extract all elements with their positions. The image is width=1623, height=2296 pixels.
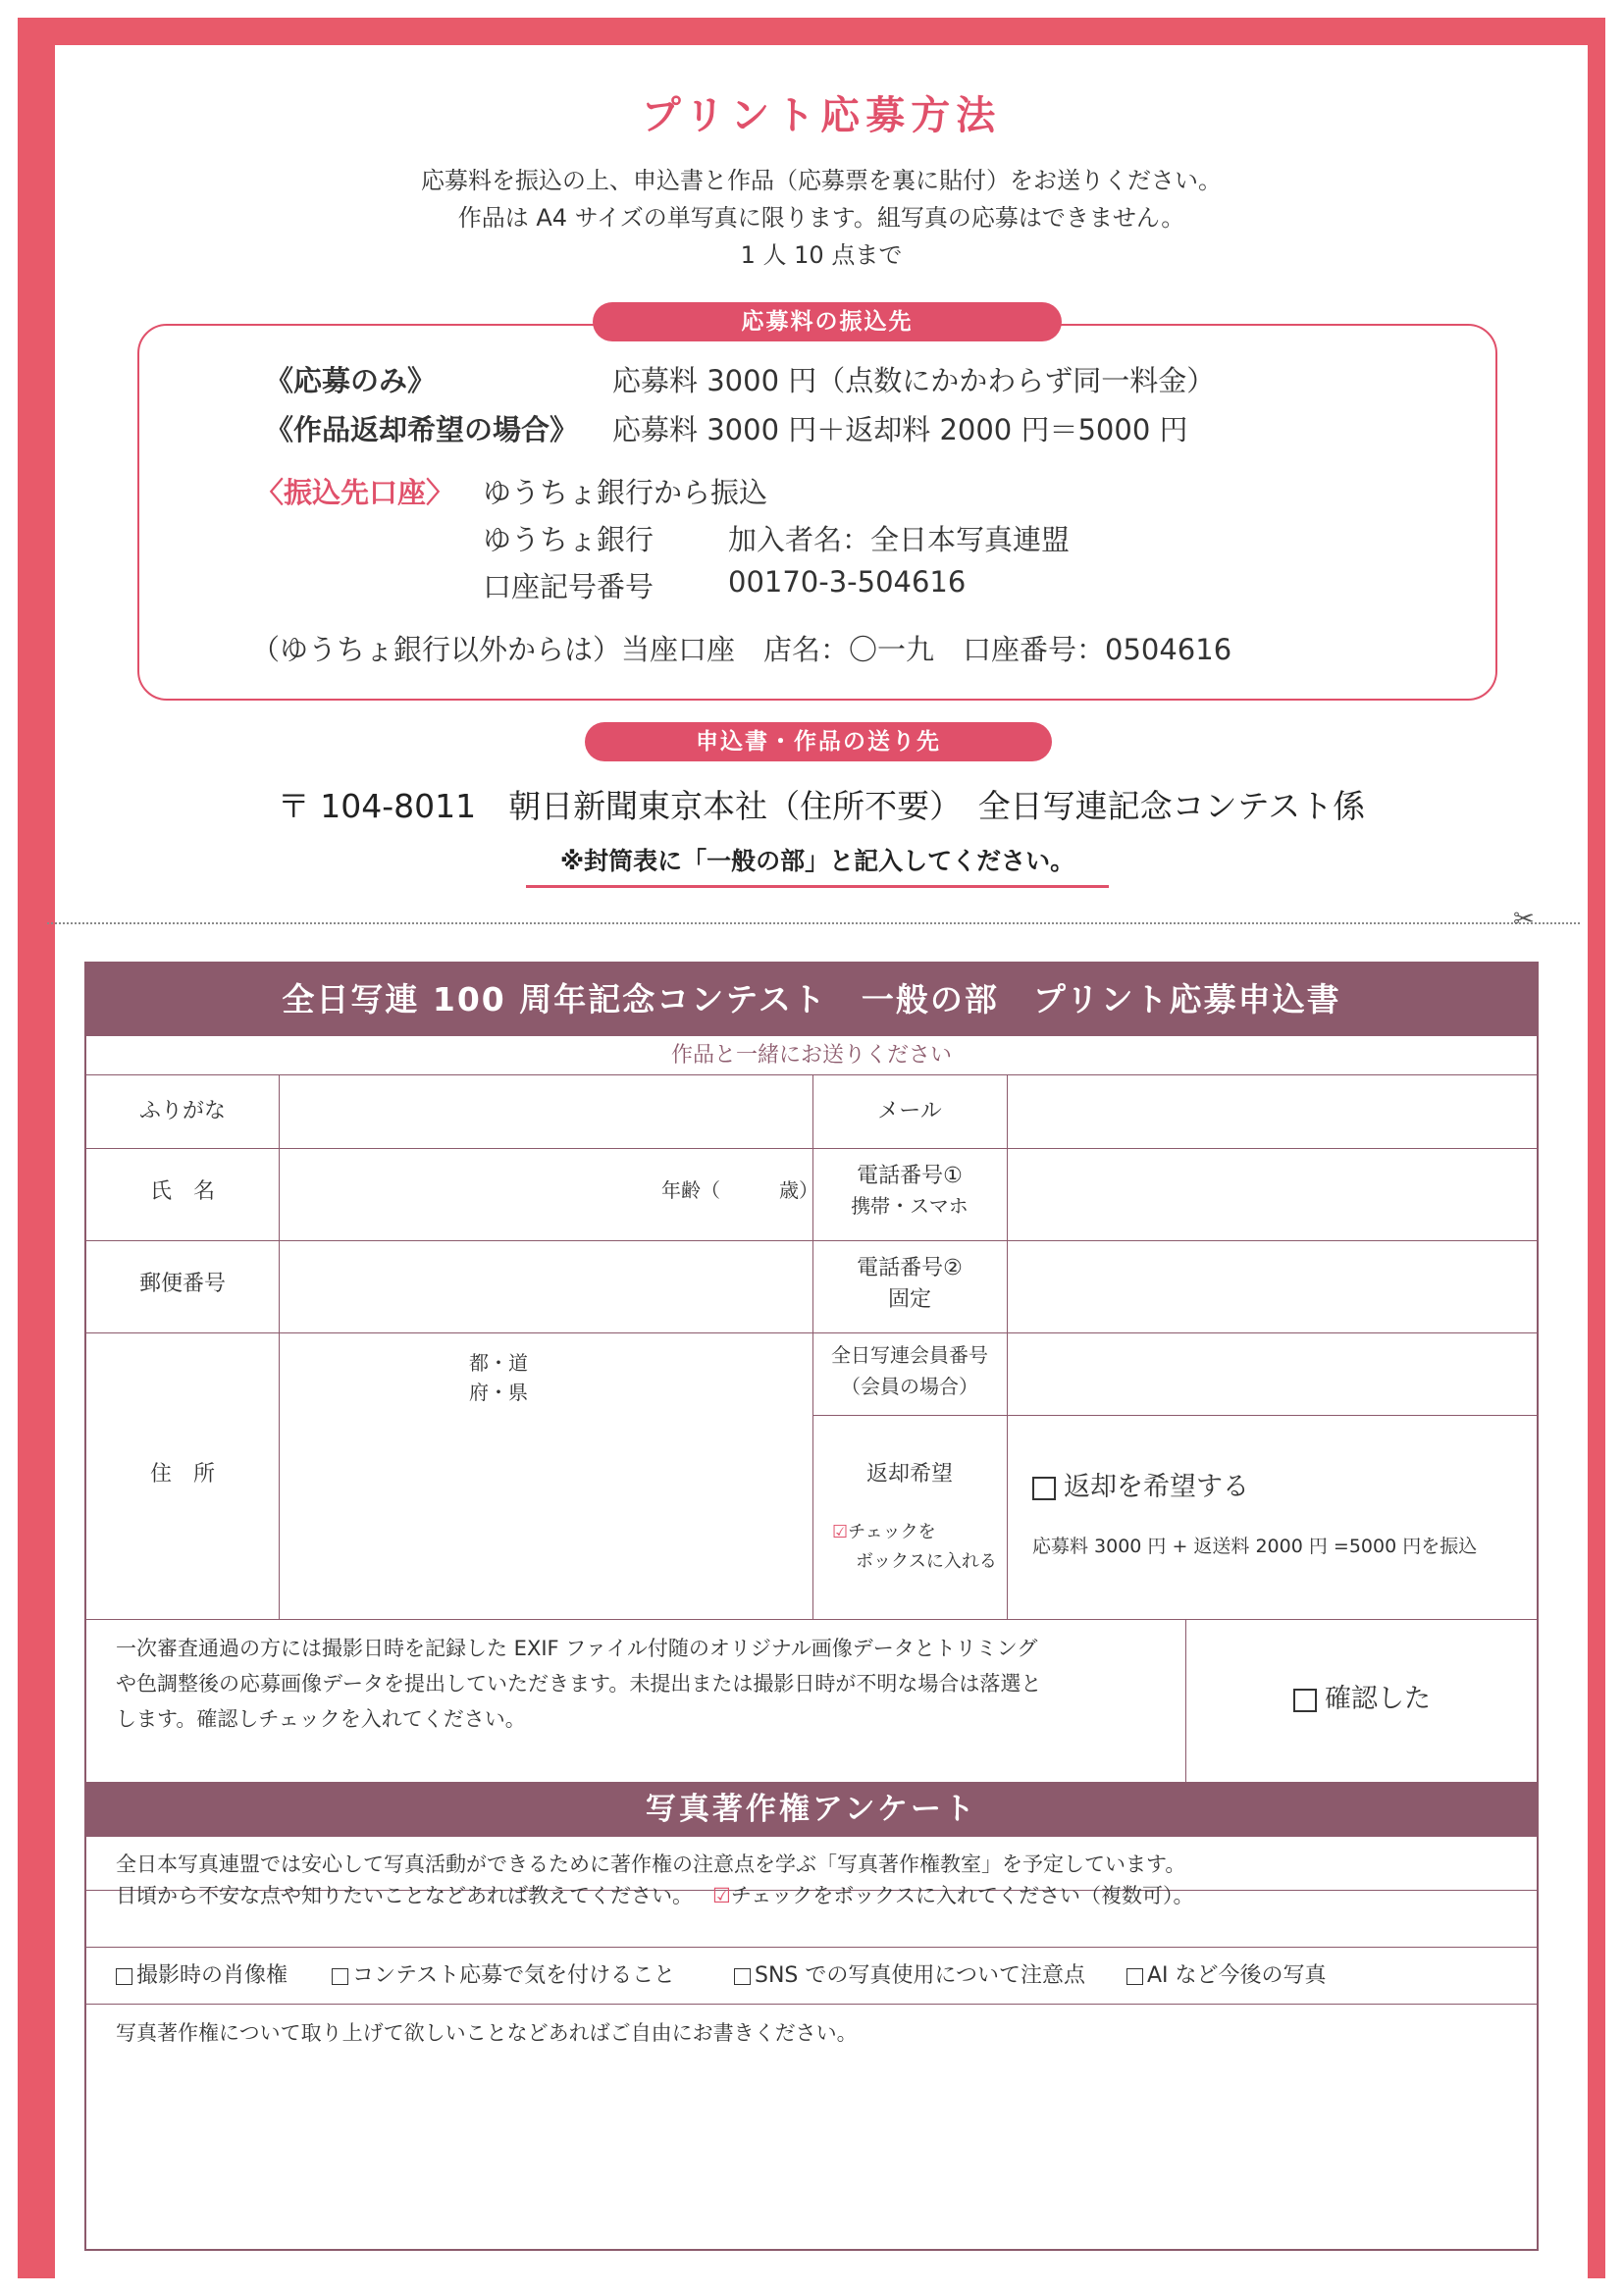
row-divider [86, 1240, 1537, 1241]
check-hint-line-1 [832, 1519, 999, 1545]
free-text-area[interactable] [88, 2053, 1535, 2247]
col-divider [1185, 1619, 1186, 1782]
survey-option-label: SNS での写真使用について注意点 [755, 1963, 1085, 1988]
col-divider [279, 1075, 280, 1619]
survey-intro-2 [116, 1880, 1194, 1913]
survey-checkbox[interactable] [116, 1968, 132, 1985]
exif-notice-line-3: します。確認しチェックを入れてください。 [116, 1707, 526, 1731]
address-label: 住 所 [149, 1462, 215, 1487]
mailing-heading: 申込書・作品の送り先 [585, 722, 1052, 761]
account-label: 〈振込先口座〉 [255, 476, 455, 509]
fee-only-value: 応募料 3000 円（点数にかかわらず同一料金） [612, 364, 1216, 397]
survey-intro-check: チェックをボックスに入れてください（複数可）。 [730, 1884, 1194, 1907]
row-divider [812, 1415, 1537, 1416]
other-bank-info: （ゆうちょ銀行以外からは）当座口座 店名：〇一九 口座番号：0504616 [251, 633, 1232, 666]
fee-return-label: 《作品返却希望の場合》 [265, 413, 579, 446]
subscriber-name: 加入者名：全日本写真連盟 [728, 523, 1071, 556]
survey-option-1[interactable] [116, 1958, 288, 1993]
row-divider [86, 2004, 1537, 2005]
survey-option-4[interactable] [1126, 1958, 1327, 1993]
return-checkbox-label: 返却を希望する [1064, 1472, 1249, 1502]
scissors-icon: ✂ [1513, 905, 1535, 934]
check-hint-text: チェックを [848, 1522, 936, 1542]
survey-option-label: 撮影時の肖像権 [136, 1963, 288, 1988]
account-line-1: ゆうちょ銀行から振込 [483, 476, 768, 509]
fee-heading: 応募料の振込先 [593, 302, 1062, 341]
page-title: プリント応募方法 [641, 93, 1002, 138]
survey-option-2[interactable] [332, 1958, 675, 1993]
tel2-field[interactable] [1009, 1242, 1535, 1331]
survey-intro-2-text: 日頃から不安な点や知りたいことなどあれば教えてください。 [116, 1884, 693, 1907]
confirm-row[interactable] [1205, 1680, 1519, 1720]
furigana-label: ふりがな [138, 1099, 226, 1123]
fee-return-value: 応募料 3000 円＋返却料 2000 円＝5000 円 [612, 413, 1188, 446]
confirm-checkbox[interactable] [1293, 1689, 1317, 1712]
tel2-label-2: 固定 [887, 1287, 931, 1312]
form-subtitle: 作品と一緒にお送りください [86, 1036, 1537, 1075]
return-label: 返却希望 [865, 1462, 953, 1487]
tel1-label-1: 電話番号① [857, 1164, 963, 1188]
furigana-field[interactable] [281, 1077, 811, 1146]
survey-heading: 写真著作権アンケート [86, 1782, 1537, 1837]
tel1-field[interactable] [1009, 1150, 1535, 1238]
row-divider [86, 1332, 1537, 1333]
mailing-address: 〒 104-8011 朝日新聞東京本社（住所不要） 全日写連記念コンテスト係 [277, 787, 1366, 825]
envelope-note: ※封筒表に「一般の部」と記入してください。 [526, 842, 1109, 888]
survey-checkbox[interactable] [734, 1968, 751, 1985]
survey-checkbox[interactable] [332, 1968, 348, 1985]
return-checkbox-row[interactable] [1032, 1468, 1249, 1508]
tel1-label-2: 携帯・スマホ [851, 1194, 969, 1218]
email-label: メール [877, 1099, 942, 1123]
return-checkbox[interactable] [1032, 1477, 1056, 1500]
postal-label: 郵便番号 [138, 1272, 226, 1296]
age-field[interactable]: 年齢（ 歳） [661, 1178, 818, 1202]
free-text-prompt: 写真著作権について取り上げて欲しいことなどあればご自由にお書きください。 [116, 2021, 858, 2045]
checkmark-icon: ☑ [832, 1522, 849, 1542]
survey-intro-1: 全日本写真連盟では安心して写真活動ができるために著作権の注意点を学ぶ「写真著作権教室」を予定しています。 [116, 1852, 1186, 1876]
row-divider [86, 1148, 1537, 1149]
member-label-2: （会員の場合） [841, 1375, 978, 1398]
col-divider [1007, 1075, 1008, 1619]
intro-line-3: 1 人 10 点まで [740, 241, 903, 269]
intro-line-1: 応募料を振込の上、申込書と作品（応募票を裏に貼付）をお送りください。 [421, 167, 1222, 194]
intro-line-2: 作品は A4 サイズの単写真に限ります。組写真の応募はできません。 [457, 204, 1185, 232]
member-number-field[interactable] [1009, 1334, 1535, 1413]
name-label: 氏 名 [149, 1179, 215, 1204]
return-fee-note: 応募料 3000 円 + 返送料 2000 円 =5000 円を振込 [1032, 1536, 1478, 1557]
row-divider [86, 1947, 1537, 1948]
tel2-label-1: 電話番号② [857, 1256, 963, 1280]
prefecture-bottom: 府・県 [469, 1381, 528, 1404]
survey-checkbox[interactable] [1126, 1968, 1143, 1985]
email-field[interactable] [1009, 1077, 1535, 1146]
member-label-1: 全日写連会員番号 [831, 1343, 988, 1367]
application-form [84, 962, 1539, 2251]
survey-option-3[interactable] [734, 1958, 1085, 1993]
survey-option-label: コンテスト応募で気を付けること [352, 1963, 676, 1988]
account-number-label: 口座記号番号 [483, 570, 654, 603]
account-number: 00170-3-504616 [728, 565, 967, 599]
cut-line [47, 922, 1580, 924]
form-title: 全日写連 100 周年記念コンテスト 一般の部 プリント応募申込書 [86, 964, 1537, 1036]
exif-notice-line-1: 一次審査通過の方には撮影日時を記録した EXIF ファイル付随のオリジナル画像データとトリミング [116, 1637, 1038, 1660]
document-sheet [55, 45, 1588, 2296]
postal-field[interactable] [281, 1242, 811, 1331]
row-divider [86, 1619, 1537, 1620]
bank-name: ゆうちょ銀行 [483, 523, 654, 556]
fee-only-label: 《応募のみ》 [265, 364, 437, 397]
survey-option-label: AI など今後の写真 [1147, 1963, 1327, 1988]
check-hint-line-2: ボックスに入れる [856, 1551, 997, 1572]
checkmark-icon: ☑ [712, 1884, 731, 1907]
confirm-label: 確認した [1325, 1684, 1431, 1714]
prefecture-top: 都・道 [469, 1351, 528, 1375]
exif-notice-line-2: や色調整後の応募画像データを提出していただきます。未提出または撮影日時が不明な場合は落選と [116, 1672, 1042, 1696]
